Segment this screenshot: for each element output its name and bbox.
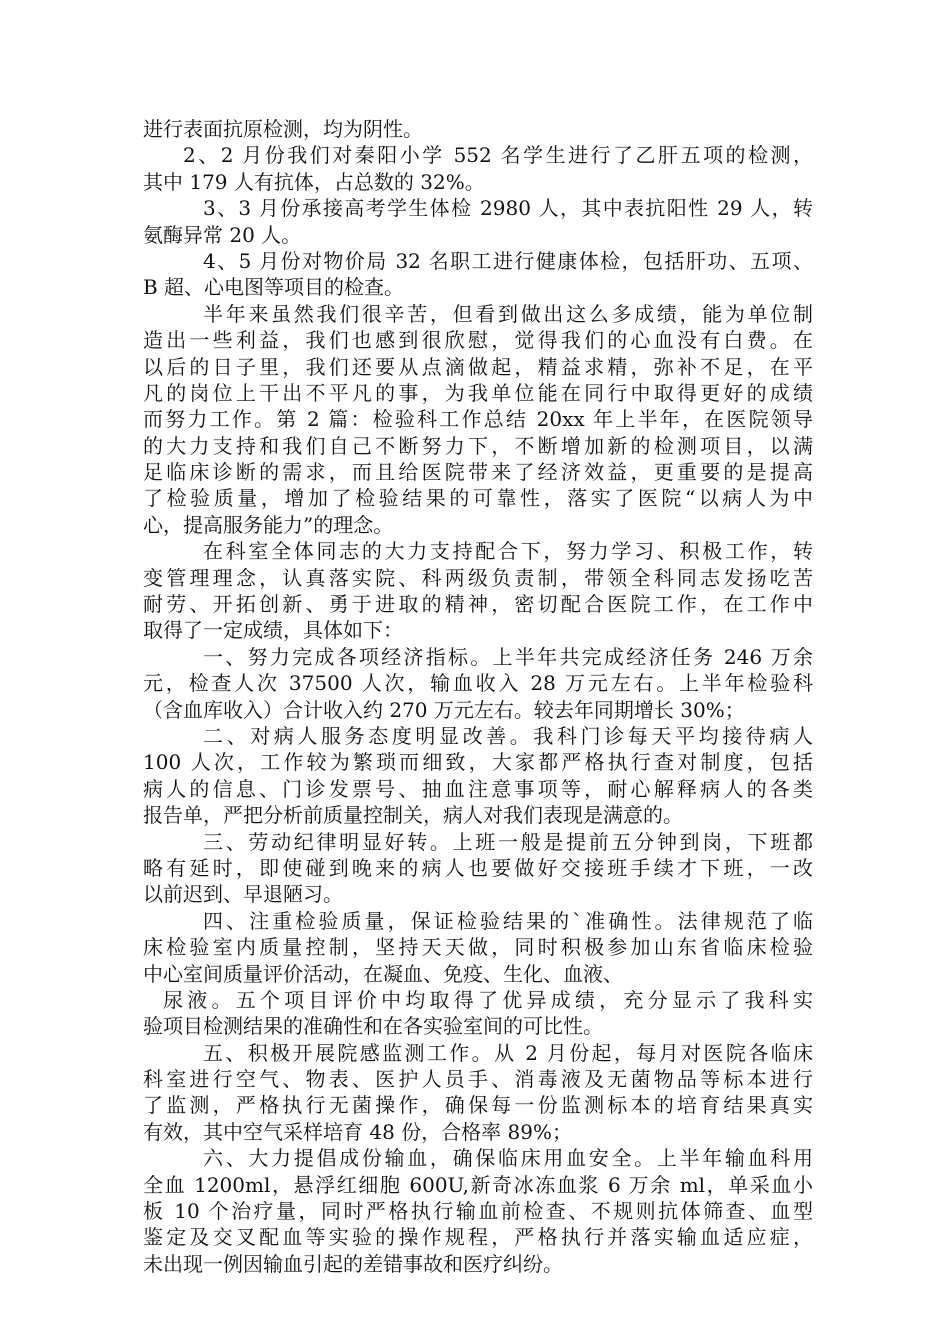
text-line: 造出一些利益，我们也感到很欣慰，觉得我们的心血没有白费。在 bbox=[143, 328, 813, 353]
text-line: 三、劳动纪律明显好转。上班一般是提前五分钟到岗，下班都 bbox=[203, 829, 813, 854]
text-line: 了检验质量，增加了检验结果的可靠性，落实了医院“以病人为中 bbox=[143, 486, 813, 511]
text-line: 五、积极开展院感监测工作。从 2 月份起，每月对医院各临床 bbox=[203, 1040, 813, 1065]
text-line: 未出现一例因输血引起的差错事故和医疗纠纷。 bbox=[143, 1251, 563, 1276]
text-line: 四、注重检验质量，保证检验结果的`准确性。法律规范了临 bbox=[203, 908, 813, 933]
text-line: 病人的信息、门诊发票号、抽血注意事项等，耐心解释病人的各类 bbox=[143, 776, 813, 801]
text-line: 略有延时，即使碰到晚来的病人也要做好交接班手续才下班，一改 bbox=[143, 855, 813, 880]
text-line: 而努力工作。第 2 篇：检验科工作总结 20xx 年上半年，在医院领导 bbox=[143, 407, 813, 432]
text-line: 科室进行空气、物表、医护人员手、消毒液及无菌物品等标本进行 bbox=[143, 1067, 813, 1092]
text-line: 验项目检测结果的准确性和在各实验室间的可比性。 bbox=[143, 1014, 603, 1039]
text-line: 报告单，严把分析前质量控制关，病人对我们表现是满意的。 bbox=[143, 803, 683, 828]
text-line: 有效，其中空气采样培育 48 份，合格率 89%； bbox=[143, 1119, 572, 1144]
text-line: 变管理理念，认真落实院、科两级负责制，带领全科同志发扬吃苦 bbox=[143, 565, 813, 590]
text-line: （含血库收入）合计收入约 270 万元左右。较去年同期增长 30%； bbox=[143, 697, 745, 722]
text-line: 取得了一定成绩，具体如下： bbox=[143, 618, 403, 643]
text-line: 二、对病人服务态度明显改善。我科门诊每天平均接待病人 bbox=[203, 723, 813, 748]
text-line: 凡的岗位上干出不平凡的事，为我单位能在同行中取得更好的成绩 bbox=[143, 380, 813, 405]
text-line: 3、3 月份承接高考学生体检 2980 人，其中表抗阳性 29 人，转 bbox=[203, 196, 813, 221]
text-line: 尿液。五个项目评价中均取得了优异成绩，充分显示了我科实 bbox=[163, 987, 813, 1012]
text-line: B 超、心电图等项目的检查。 bbox=[143, 275, 405, 300]
text-line: 足临床诊断的需求，而且给医院带来了经济效益，更重要的是提高 bbox=[143, 460, 813, 485]
text-line: 床检验室内质量控制，坚持天天做，同时积极参加山东省临床检验 bbox=[143, 935, 813, 960]
text-line: 全血 1200ml，悬浮红细胞 600U,新奇冰冻血浆 6 万余 ml，单采血小 bbox=[143, 1172, 813, 1197]
text-line: 以后的日子里，我们还要从点滴做起，精益求精，弥补不足，在平 bbox=[143, 354, 813, 379]
text-line: 元，检查人次 37500 人次，输血收入 28 万元左右。上半年检验科 bbox=[143, 671, 813, 696]
text-line: 进行表面抗原检测，均为阴性。 bbox=[143, 117, 423, 141]
text-line: 中心室间质量评价活动，在凝血、免疫、生化、血液、 bbox=[143, 961, 623, 986]
text-line: 鉴定及交叉配血等实验的操作规程，严格执行并落实输血适应症， bbox=[143, 1225, 813, 1250]
text-line: 100 人次，工作较为繁琐而细致，大家都严格执行查对制度，包括 bbox=[143, 750, 813, 775]
text-line: 以前迟到、早退陋习。 bbox=[143, 882, 343, 907]
text-line: 的大力支持和我们自己不断努力下，不断增加新的检测项目，以满 bbox=[143, 433, 813, 458]
text-line: 2、2 月份我们对秦阳小学 552 名学生进行了乙肝五项的检测， bbox=[183, 143, 813, 168]
text-line: 六、大力提倡成份输血，确保临床用血安全。上半年输血科用 bbox=[203, 1146, 813, 1171]
text-line: 一、努力完成各项经济指标。上半年共完成经济任务 246 万余 bbox=[203, 644, 813, 669]
text-line: 了监测，严格执行无菌操作，确保每一份监测标本的培育结果真实 bbox=[143, 1093, 813, 1118]
text-line: 板 10 个治疗量，同时严格执行输血前检查、不规则抗体筛查、血型 bbox=[143, 1199, 813, 1224]
text-line: 半年来虽然我们很辛苦，但看到做出这么多成绩，能为单位制 bbox=[203, 301, 813, 326]
text-line: 氨酶异常 20 人。 bbox=[143, 222, 302, 247]
document-body bbox=[143, 116, 813, 1277]
text-line: 4、5 月份对物价局 32 名职工进行健康体检，包括肝功、五项、 bbox=[203, 248, 813, 273]
text-line: 其中 179 人有抗体，占总数的 32%。 bbox=[143, 169, 485, 194]
text-line: 在科室全体同志的大力支持配合下，努力学习、积极工作，转 bbox=[203, 539, 813, 564]
text-line: 心，提高服务能力”的理念。 bbox=[143, 512, 394, 537]
text-line: 耐劳、开拓创新、勇于进取的精神，密切配合医院工作，在工作中 bbox=[143, 592, 813, 617]
